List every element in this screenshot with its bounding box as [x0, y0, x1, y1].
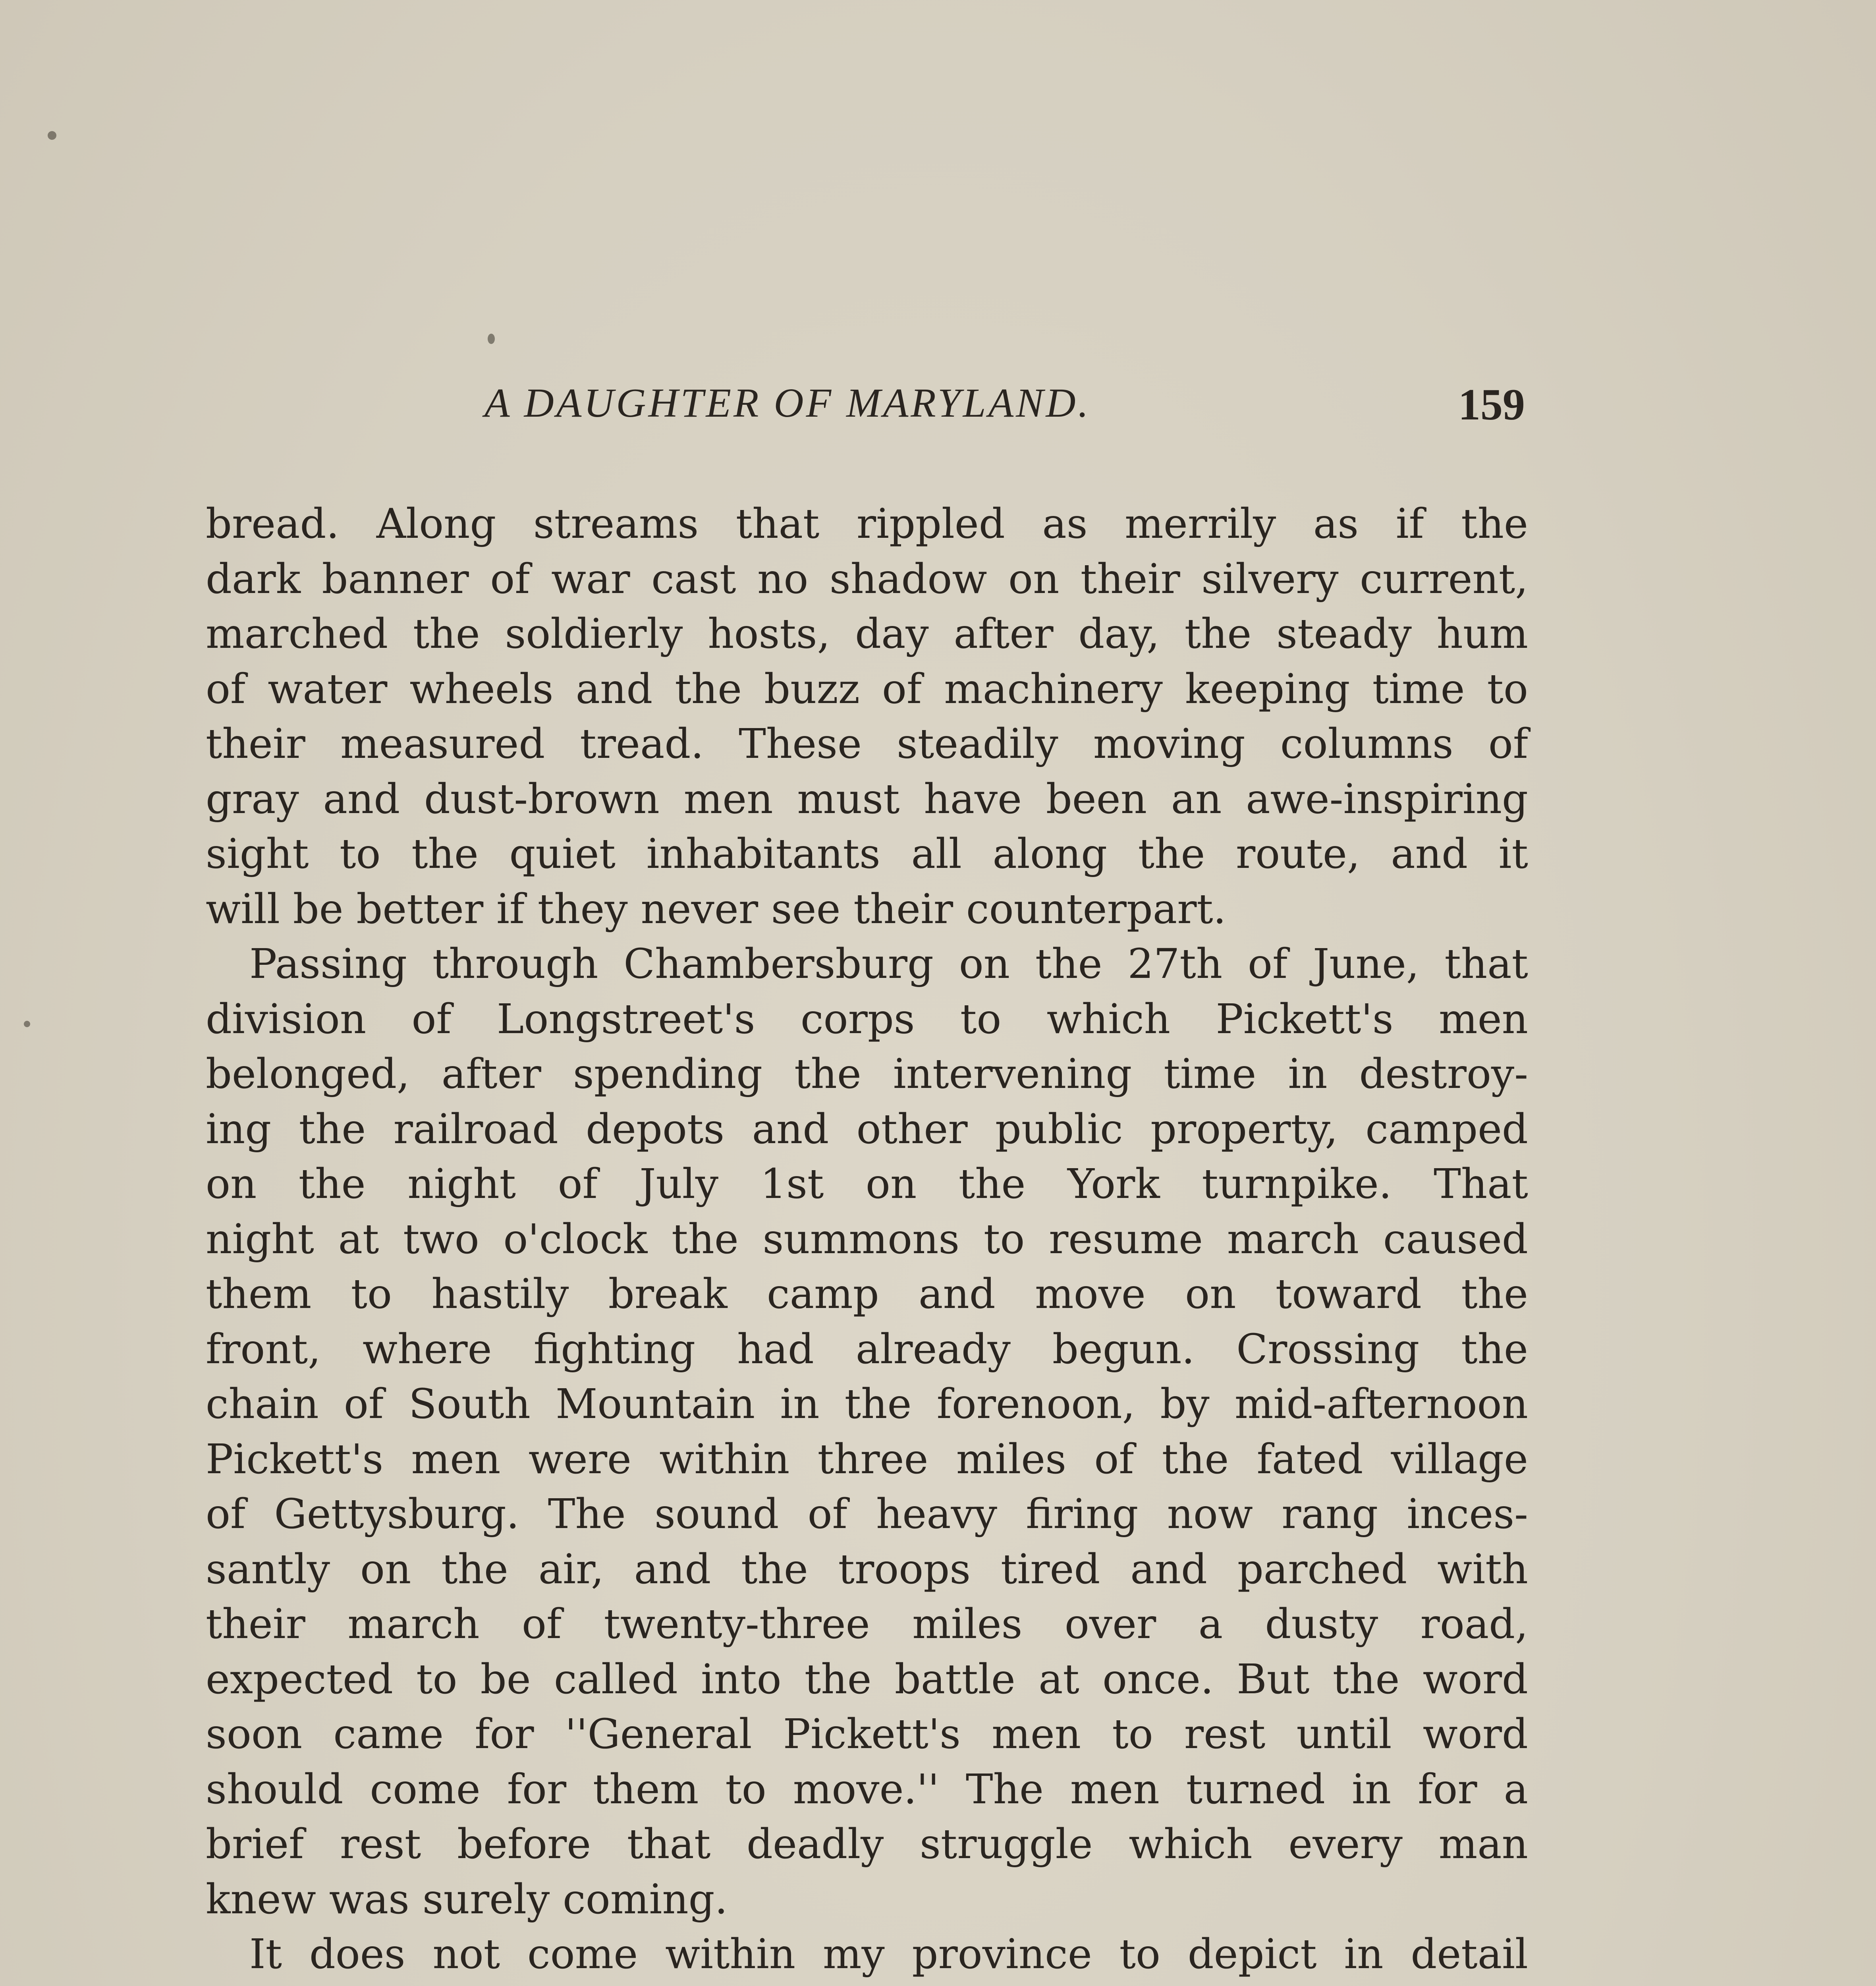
text-line: night at two o'clock the summons to resume march caused: [206, 1215, 1528, 1263]
body-text: [206, 496, 1528, 1986]
paper-speck: [24, 1021, 30, 1027]
text-line: dark banner of war cast no shadow on their silvery current,: [206, 555, 1528, 603]
text-line: brief rest before that deadly struggle which every man: [206, 1820, 1528, 1868]
text-line: of Gettysburg. The sound of heavy firing now rang inces-: [206, 1490, 1528, 1538]
paragraph-1: [206, 496, 1528, 937]
text-line: front, where fighting had already begun. Crossing the: [206, 1325, 1528, 1373]
text-line: their measured tread. These steadily moving columns of: [206, 720, 1528, 768]
text-line: belonged, after spending the intervening time in destroy-: [206, 1050, 1528, 1098]
text-line: It does not come within my province to depict in detail: [249, 1930, 1528, 1978]
text-line: division of Longstreet's corps to which Pickett's men: [206, 995, 1528, 1043]
page-number: 159: [1458, 380, 1525, 429]
text-line: gray and dust-brown men must have been an awe-inspiring: [206, 775, 1528, 823]
text-line: [206, 1982, 1528, 1986]
text-line: ing the railroad depots and other public property, camped: [206, 1105, 1528, 1153]
text-line: sight to the quiet inhabitants all along the route, and it: [206, 830, 1528, 878]
text-line: santly on the air, and the troops tired and parched with: [206, 1545, 1528, 1593]
paragraph-2: [206, 937, 1528, 1927]
paper-speck: [48, 131, 56, 140]
text-line: Passing through Chambersburg on the 27th of June, that: [249, 940, 1528, 988]
text-line: knew was surely coming.: [206, 1875, 728, 1923]
paragraph-3: [206, 1927, 1528, 1986]
text-line: of water wheels and the buzz of machinery keeping time to: [206, 665, 1528, 713]
text-line: should come for them to move.'' The men turned in for a: [206, 1765, 1528, 1813]
text-line: on the night of July 1st on the York turnpike. That: [206, 1160, 1528, 1208]
text-line: will be better if they never see their counterpart.: [206, 885, 1226, 933]
text-line: chain of South Mountain in the forenoon, by mid-afternoon: [206, 1380, 1528, 1428]
paper-speck: [488, 334, 495, 344]
text-line: marched the soldierly hosts, day after day, the steady hum: [206, 610, 1528, 658]
running-head: [207, 373, 1525, 433]
text-line: Pickett's men were within three miles of the fated village: [206, 1435, 1528, 1483]
text-line: bread. Along streams that rippled as merrily as if the: [206, 500, 1528, 548]
text-line: expected to be called into the battle at once. But the word: [206, 1655, 1528, 1703]
text-line: soon came for ''General Pickett's men to rest until word: [206, 1710, 1528, 1758]
running-title: A DAUGHTER OF MARYLAND.: [484, 380, 1091, 426]
text-line: their march of twenty-three miles over a dusty road,: [206, 1600, 1528, 1648]
text-line: them to hastily break camp and move on toward the: [206, 1270, 1528, 1318]
